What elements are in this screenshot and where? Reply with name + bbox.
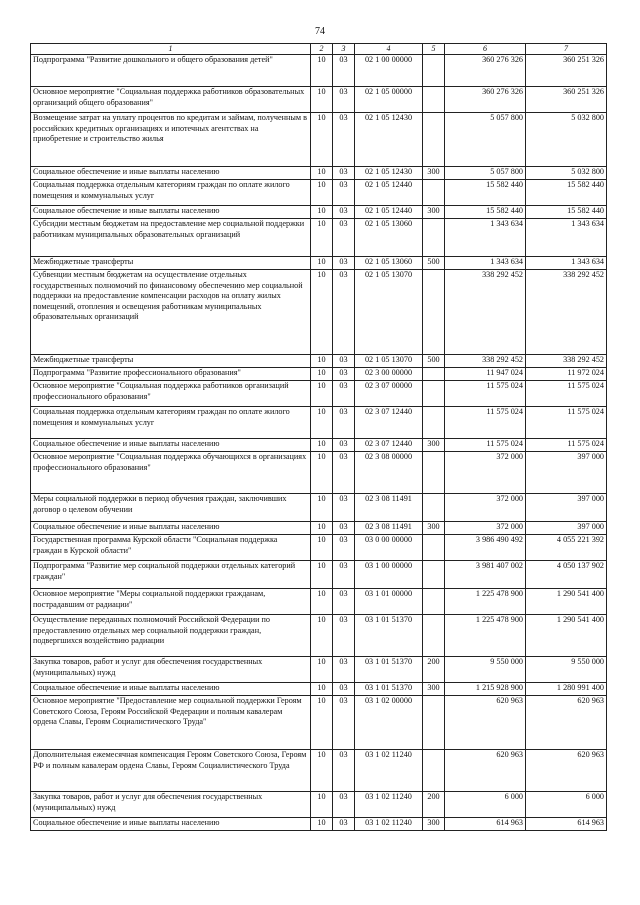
amount-year-1-cell: 1 225 478 900 xyxy=(445,589,526,615)
section-code-cell: 10 xyxy=(311,818,333,831)
target-article-cell: 03 1 02 11240 xyxy=(355,792,423,818)
section-code-cell: 10 xyxy=(311,87,333,113)
section-code-cell: 10 xyxy=(311,561,333,589)
subsection-code-cell: 03 xyxy=(333,167,355,180)
amount-year-2-cell: 397 000 xyxy=(526,452,607,494)
target-article-cell: 02 1 00 00000 xyxy=(355,55,423,87)
amount-year-1-cell: 372 000 xyxy=(445,494,526,522)
subsection-code-cell: 03 xyxy=(333,522,355,535)
row-name-cell: Осуществление переданных полномочий Российской Федерации по предоставлению отдельных мер социальной поддержки граждан, подвергшихся воздействию радиации xyxy=(31,615,311,657)
amount-year-1-cell: 3 981 407 002 xyxy=(445,561,526,589)
amount-year-1-cell: 6 000 xyxy=(445,792,526,818)
amount-year-2-cell: 620 963 xyxy=(526,750,607,792)
expense-type-cell xyxy=(423,381,445,407)
amount-year-1-cell: 11 575 024 xyxy=(445,439,526,452)
amount-year-2-cell: 1 343 634 xyxy=(526,257,607,270)
section-code-cell: 10 xyxy=(311,439,333,452)
expense-type-cell xyxy=(423,561,445,589)
section-code-cell: 10 xyxy=(311,522,333,535)
section-code-cell: 10 xyxy=(311,219,333,257)
target-article-cell: 03 0 00 00000 xyxy=(355,535,423,561)
table-row xyxy=(31,494,607,522)
target-article-cell: 03 1 02 00000 xyxy=(355,696,423,750)
section-code-cell: 10 xyxy=(311,494,333,522)
table-row xyxy=(31,818,607,831)
amount-year-2-cell: 15 582 440 xyxy=(526,180,607,206)
section-code-cell: 10 xyxy=(311,407,333,439)
table-row xyxy=(31,381,607,407)
section-code-cell: 10 xyxy=(311,55,333,87)
section-code-cell: 10 xyxy=(311,452,333,494)
row-name-cell: Государственная программа Курской области "Социальная поддержка граждан в Курской области" xyxy=(31,535,311,561)
table-row xyxy=(31,407,607,439)
section-code-cell: 10 xyxy=(311,270,333,355)
row-name-cell: Основное мероприятие "Социальная поддержка обучающихся в организациях профессионального образования" xyxy=(31,452,311,494)
amount-year-2-cell: 11 575 024 xyxy=(526,439,607,452)
subsection-code-cell: 03 xyxy=(333,180,355,206)
table-row xyxy=(31,683,607,696)
section-code-cell: 10 xyxy=(311,657,333,683)
expense-type-cell: 200 xyxy=(423,792,445,818)
expense-type-cell xyxy=(423,180,445,206)
row-name-cell: Подпрограмма "Развитие мер социальной поддержки отдельных категорий граждан" xyxy=(31,561,311,589)
target-article-cell: 02 3 08 11491 xyxy=(355,522,423,535)
target-article-cell: 03 1 01 51370 xyxy=(355,657,423,683)
subsection-code-cell: 03 xyxy=(333,368,355,381)
expense-type-cell xyxy=(423,494,445,522)
row-name-cell: Межбюджетные трансферты xyxy=(31,257,311,270)
subsection-code-cell: 03 xyxy=(333,494,355,522)
table-row xyxy=(31,368,607,381)
amount-year-1-cell: 5 057 800 xyxy=(445,167,526,180)
amount-year-1-cell: 338 292 452 xyxy=(445,355,526,368)
target-article-cell: 03 1 00 00000 xyxy=(355,561,423,589)
subsection-code-cell: 03 xyxy=(333,87,355,113)
expense-type-cell: 500 xyxy=(423,355,445,368)
expense-type-cell xyxy=(423,452,445,494)
budget-table xyxy=(30,43,607,831)
table-body xyxy=(31,55,607,831)
row-name-cell: Основное мероприятие "Социальная поддержка работников организаций профессионального образования" xyxy=(31,381,311,407)
amount-year-2-cell: 1 280 991 400 xyxy=(526,683,607,696)
section-code-cell: 10 xyxy=(311,589,333,615)
table-row xyxy=(31,87,607,113)
row-name-cell: Закупка товаров, работ и услуг для обеспечения государственных (муниципальных) нужд xyxy=(31,657,311,683)
amount-year-2-cell: 1 290 541 400 xyxy=(526,589,607,615)
table-row xyxy=(31,792,607,818)
section-code-cell: 10 xyxy=(311,792,333,818)
target-article-cell: 02 3 08 00000 xyxy=(355,452,423,494)
row-name-cell: Социальное обеспечение и иные выплаты населению xyxy=(31,522,311,535)
amount-year-2-cell: 15 582 440 xyxy=(526,206,607,219)
amount-year-1-cell: 11 575 024 xyxy=(445,381,526,407)
page-number: 74 xyxy=(315,26,325,37)
subsection-code-cell: 03 xyxy=(333,407,355,439)
row-name-cell: Социальное обеспечение и иные выплаты населению xyxy=(31,683,311,696)
subsection-code-cell: 03 xyxy=(333,206,355,219)
row-name-cell: Социальное обеспечение и иные выплаты населению xyxy=(31,167,311,180)
row-name-cell: Дополнительная ежемесячная компенсация Героям Советского Союза, Героям РФ и полным кавалерам ордена Славы, Героям Социалистического Труда xyxy=(31,750,311,792)
section-code-cell: 10 xyxy=(311,381,333,407)
row-name-cell: Основное мероприятие "Меры социальной поддержки гражданам, пострадавшим от радиации" xyxy=(31,589,311,615)
row-name-cell: Социальное обеспечение и иные выплаты населению xyxy=(31,439,311,452)
row-name-cell: Закупка товаров, работ и услуг для обеспечения государственных (муниципальных) нужд xyxy=(31,792,311,818)
table-row xyxy=(31,355,607,368)
subsection-code-cell: 03 xyxy=(333,750,355,792)
amount-year-2-cell: 6 000 xyxy=(526,792,607,818)
target-article-cell: 02 1 05 12430 xyxy=(355,113,423,167)
section-code-cell: 10 xyxy=(311,750,333,792)
section-code-cell: 10 xyxy=(311,180,333,206)
section-code-cell: 10 xyxy=(311,113,333,167)
amount-year-1-cell: 620 963 xyxy=(445,750,526,792)
table-row xyxy=(31,615,607,657)
expense-type-cell xyxy=(423,615,445,657)
expense-type-cell: 300 xyxy=(423,439,445,452)
subsection-code-cell: 03 xyxy=(333,683,355,696)
amount-year-1-cell: 1 225 478 900 xyxy=(445,615,526,657)
table-row xyxy=(31,55,607,87)
subsection-code-cell: 03 xyxy=(333,696,355,750)
section-code-cell: 10 xyxy=(311,535,333,561)
subsection-code-cell: 03 xyxy=(333,113,355,167)
expense-type-cell: 300 xyxy=(423,206,445,219)
amount-year-1-cell: 15 582 440 xyxy=(445,180,526,206)
amount-year-1-cell: 338 292 452 xyxy=(445,270,526,355)
expense-type-cell xyxy=(423,113,445,167)
expense-type-cell xyxy=(423,407,445,439)
target-article-cell: 02 1 05 13060 xyxy=(355,219,423,257)
expense-type-cell: 300 xyxy=(423,818,445,831)
amount-year-2-cell: 338 292 452 xyxy=(526,270,607,355)
expense-type-cell: 300 xyxy=(423,683,445,696)
table-header-row xyxy=(31,44,607,55)
expense-type-cell: 500 xyxy=(423,257,445,270)
amount-year-1-cell: 372 000 xyxy=(445,452,526,494)
subsection-code-cell: 03 xyxy=(333,257,355,270)
table-row xyxy=(31,589,607,615)
amount-year-2-cell: 360 251 326 xyxy=(526,55,607,87)
target-article-cell: 02 1 05 13070 xyxy=(355,270,423,355)
amount-year-1-cell: 372 000 xyxy=(445,522,526,535)
subsection-code-cell: 03 xyxy=(333,535,355,561)
table-row xyxy=(31,219,607,257)
subsection-code-cell: 03 xyxy=(333,818,355,831)
subsection-code-cell: 03 xyxy=(333,561,355,589)
column-header: 7 xyxy=(526,44,607,55)
row-name-cell: Подпрограмма "Развитие профессионального образования" xyxy=(31,368,311,381)
amount-year-2-cell: 620 963 xyxy=(526,696,607,750)
section-code-cell: 10 xyxy=(311,683,333,696)
column-header: 6 xyxy=(445,44,526,55)
amount-year-1-cell: 1 343 634 xyxy=(445,257,526,270)
section-code-cell: 10 xyxy=(311,355,333,368)
table-row xyxy=(31,180,607,206)
target-article-cell: 02 1 05 12430 xyxy=(355,167,423,180)
amount-year-1-cell: 1 215 928 900 xyxy=(445,683,526,696)
amount-year-2-cell: 614 963 xyxy=(526,818,607,831)
amount-year-1-cell: 1 343 634 xyxy=(445,219,526,257)
row-name-cell: Основное мероприятие "Социальная поддержка работников образовательных организаций общего образования" xyxy=(31,87,311,113)
table-row xyxy=(31,750,607,792)
amount-year-2-cell: 5 032 800 xyxy=(526,113,607,167)
expense-type-cell xyxy=(423,87,445,113)
section-code-cell: 10 xyxy=(311,206,333,219)
expense-type-cell xyxy=(423,696,445,750)
amount-year-2-cell: 5 032 800 xyxy=(526,167,607,180)
table-row xyxy=(31,113,607,167)
subsection-code-cell: 03 xyxy=(333,270,355,355)
row-name-cell: Социальная поддержка отдельным категориям граждан по оплате жилого помещения и коммунальных услуг xyxy=(31,407,311,439)
subsection-code-cell: 03 xyxy=(333,615,355,657)
amount-year-1-cell: 620 963 xyxy=(445,696,526,750)
amount-year-2-cell: 4 050 137 902 xyxy=(526,561,607,589)
expense-type-cell xyxy=(423,535,445,561)
subsection-code-cell: 03 xyxy=(333,589,355,615)
column-header: 2 xyxy=(311,44,333,55)
subsection-code-cell: 03 xyxy=(333,452,355,494)
amount-year-2-cell: 397 000 xyxy=(526,522,607,535)
expense-type-cell xyxy=(423,589,445,615)
amount-year-2-cell: 1 290 541 400 xyxy=(526,615,607,657)
column-header: 5 xyxy=(423,44,445,55)
subsection-code-cell: 03 xyxy=(333,439,355,452)
target-article-cell: 03 1 01 51370 xyxy=(355,615,423,657)
section-code-cell: 10 xyxy=(311,696,333,750)
row-name-cell: Меры социальной поддержки в период обучения граждан, заключивших договор о целевом обучении xyxy=(31,494,311,522)
expense-type-cell: 300 xyxy=(423,522,445,535)
amount-year-2-cell: 397 000 xyxy=(526,494,607,522)
amount-year-1-cell: 614 963 xyxy=(445,818,526,831)
subsection-code-cell: 03 xyxy=(333,792,355,818)
amount-year-2-cell: 11 575 024 xyxy=(526,381,607,407)
amount-year-2-cell: 360 251 326 xyxy=(526,87,607,113)
row-name-cell: Социальная поддержка отдельным категориям граждан по оплате жилого помещения и коммунальных услуг xyxy=(31,180,311,206)
subsection-code-cell: 03 xyxy=(333,219,355,257)
target-article-cell: 03 1 01 51370 xyxy=(355,683,423,696)
row-name-cell: Возмещение затрат на уплату процентов по кредитам и займам, полученным в российских кредитных организациях и ипотечных агентствах на приобретение и строительство жилья xyxy=(31,113,311,167)
section-code-cell: 10 xyxy=(311,368,333,381)
table-row xyxy=(31,270,607,355)
target-article-cell: 02 3 07 12440 xyxy=(355,439,423,452)
expense-type-cell xyxy=(423,55,445,87)
table-row xyxy=(31,522,607,535)
table-row xyxy=(31,561,607,589)
column-header: 4 xyxy=(355,44,423,55)
target-article-cell: 02 3 07 12440 xyxy=(355,407,423,439)
subsection-code-cell: 03 xyxy=(333,381,355,407)
amount-year-1-cell: 3 986 490 492 xyxy=(445,535,526,561)
subsection-code-cell: 03 xyxy=(333,657,355,683)
amount-year-2-cell: 11 575 024 xyxy=(526,407,607,439)
table-row xyxy=(31,452,607,494)
expense-type-cell xyxy=(423,750,445,792)
target-article-cell: 02 1 05 12440 xyxy=(355,180,423,206)
column-header: 3 xyxy=(333,44,355,55)
expense-type-cell: 200 xyxy=(423,657,445,683)
table-row xyxy=(31,257,607,270)
table-row xyxy=(31,439,607,452)
row-name-cell: Субсидии местным бюджетам на предоставление мер социальной поддержки работникам муниципальных образовательных организаций xyxy=(31,219,311,257)
row-name-cell: Основное мероприятие "Предоставление мер социальной поддержки Героям Советского Союза, Героям Российской Федерации и полным кавалерам ордена Славы, Героям Социалистического Труда" xyxy=(31,696,311,750)
amount-year-2-cell: 1 343 634 xyxy=(526,219,607,257)
expense-type-cell: 300 xyxy=(423,167,445,180)
section-code-cell: 10 xyxy=(311,167,333,180)
amount-year-1-cell: 11 575 024 xyxy=(445,407,526,439)
amount-year-1-cell: 11 947 024 xyxy=(445,368,526,381)
amount-year-2-cell: 4 055 221 392 xyxy=(526,535,607,561)
amount-year-2-cell: 338 292 452 xyxy=(526,355,607,368)
target-article-cell: 03 1 02 11240 xyxy=(355,750,423,792)
subsection-code-cell: 03 xyxy=(333,55,355,87)
table-row xyxy=(31,206,607,219)
table-row xyxy=(31,696,607,750)
target-article-cell: 03 1 01 00000 xyxy=(355,589,423,615)
target-article-cell: 02 1 05 00000 xyxy=(355,87,423,113)
target-article-cell: 02 1 05 12440 xyxy=(355,206,423,219)
amount-year-1-cell: 360 276 326 xyxy=(445,87,526,113)
target-article-cell: 02 3 08 11491 xyxy=(355,494,423,522)
table-row xyxy=(31,167,607,180)
row-name-cell: Подпрограмма "Развитие дошкольного и общего образования детей" xyxy=(31,55,311,87)
amount-year-2-cell: 9 550 000 xyxy=(526,657,607,683)
target-article-cell: 03 1 02 11240 xyxy=(355,818,423,831)
section-code-cell: 10 xyxy=(311,615,333,657)
table-row xyxy=(31,535,607,561)
row-name-cell: Социальное обеспечение и иные выплаты населению xyxy=(31,206,311,219)
target-article-cell: 02 1 05 13070 xyxy=(355,355,423,368)
row-name-cell: Межбюджетные трансферты xyxy=(31,355,311,368)
amount-year-1-cell: 15 582 440 xyxy=(445,206,526,219)
column-header: 1 xyxy=(31,44,311,55)
section-code-cell: 10 xyxy=(311,257,333,270)
row-name-cell: Субвенции местным бюджетам на осуществление отдельных государственных полномочий по финансовому обеспечению мер социальной поддержки на предоставление компенсации расходов на оплату жилых помещений, отопления и освещения работникам муниципальных образовательных организаций xyxy=(31,270,311,355)
target-article-cell: 02 3 07 00000 xyxy=(355,381,423,407)
amount-year-1-cell: 9 550 000 xyxy=(445,657,526,683)
expense-type-cell xyxy=(423,368,445,381)
amount-year-1-cell: 360 276 326 xyxy=(445,55,526,87)
amount-year-2-cell: 11 972 024 xyxy=(526,368,607,381)
target-article-cell: 02 3 00 00000 xyxy=(355,368,423,381)
target-article-cell: 02 1 05 13060 xyxy=(355,257,423,270)
expense-type-cell xyxy=(423,219,445,257)
subsection-code-cell: 03 xyxy=(333,355,355,368)
table-row xyxy=(31,657,607,683)
row-name-cell: Социальное обеспечение и иные выплаты населению xyxy=(31,818,311,831)
amount-year-1-cell: 5 057 800 xyxy=(445,113,526,167)
expense-type-cell xyxy=(423,270,445,355)
